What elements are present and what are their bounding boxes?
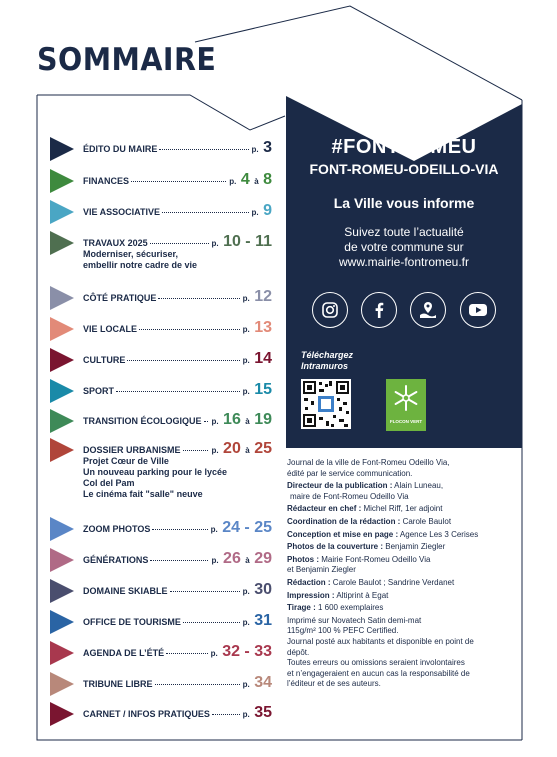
toc-item[interactable] xyxy=(50,231,272,270)
triangle-bullet-icon xyxy=(50,672,74,696)
dot-leader xyxy=(183,450,209,451)
triangle-bullet-icon xyxy=(50,641,74,665)
dot-leader xyxy=(127,360,239,361)
toc-subitem: Moderniser, sécuriser, xyxy=(83,249,179,259)
toc-item[interactable] xyxy=(50,517,272,541)
intramuros-icon[interactable] xyxy=(410,292,446,328)
toc-subitem: Un nouveau parking pour le lycée xyxy=(83,467,228,477)
toc-label: AGENDA DE L’ÉTÉ xyxy=(83,648,165,658)
dot-leader xyxy=(116,391,240,392)
toc-item[interactable] xyxy=(50,137,272,161)
toc-item[interactable] xyxy=(50,641,272,665)
triangle-bullet-icon xyxy=(50,409,74,433)
toc-label: DOSSIER URBANISME xyxy=(83,445,181,455)
toc-page: p. 16 à 19 xyxy=(211,411,272,428)
toc-label: ÉDITO DU MAIRE xyxy=(83,144,158,154)
toc-item[interactable] xyxy=(50,379,272,403)
facebook-icon[interactable] xyxy=(361,292,397,328)
toc-item[interactable] xyxy=(50,348,272,372)
toc-label: CARNET / INFOS PRATIQUES xyxy=(83,709,210,719)
toc-subitem: embellir notre cadre de vie xyxy=(83,260,198,270)
dot-leader xyxy=(139,329,240,330)
triangle-bullet-icon xyxy=(50,610,74,634)
toc-label: TRAVAUX 2025 xyxy=(83,238,148,248)
toc-item[interactable] xyxy=(50,200,272,224)
toc-label: OFFICE DE TOURISME xyxy=(83,617,181,627)
dot-leader xyxy=(204,421,209,422)
qr-code[interactable] xyxy=(301,379,351,429)
toc-label: GÉNÉRATIONS xyxy=(83,555,149,565)
toc-label: VIE LOCALE xyxy=(83,324,138,334)
toc-item[interactable] xyxy=(50,286,272,310)
toc-page: p. 10 - 11 xyxy=(211,233,272,250)
dot-leader xyxy=(158,298,239,299)
triangle-bullet-icon xyxy=(50,517,74,541)
panel-text xyxy=(286,130,522,270)
triangle-bullet-icon xyxy=(50,702,74,726)
toc-item[interactable] xyxy=(50,548,272,572)
toc-item[interactable] xyxy=(50,409,272,433)
toc-item[interactable] xyxy=(50,672,272,696)
triangle-bullet-icon xyxy=(50,348,74,372)
toc-label: VIE ASSOCIATIVE xyxy=(83,207,161,217)
toc-page: p. 3 xyxy=(251,139,272,156)
toc-label: CÔTÉ PRATIQUE xyxy=(83,293,157,303)
triangle-bullet-icon xyxy=(50,317,74,341)
toc-item[interactable] xyxy=(50,702,272,726)
slogan: La Ville vous informe xyxy=(333,195,475,211)
toc-item[interactable] xyxy=(50,579,272,603)
toc-label: CULTURE xyxy=(83,355,126,365)
dot-leader xyxy=(150,243,209,244)
toc-item[interactable] xyxy=(50,610,272,634)
triangle-bullet-icon xyxy=(50,169,74,193)
toc-page: p. 30 xyxy=(242,581,272,598)
website-link[interactable]: www.mairie-fontromeu.fr xyxy=(338,255,470,269)
toc-page: p. 4 à 8 xyxy=(229,171,272,188)
toc-item[interactable] xyxy=(50,317,272,341)
toc-page: p. 35 xyxy=(242,704,272,721)
triangle-bullet-icon xyxy=(50,438,74,462)
youtube-icon[interactable] xyxy=(460,292,496,328)
toc-subitem: Col del Pam xyxy=(83,478,135,488)
toc-label: FINANCES xyxy=(83,176,130,186)
hashtag: #FONTROMEU xyxy=(331,136,477,158)
toc-page: p. 24 - 25 xyxy=(210,519,272,536)
follow-text: Suivez toute l’actualité de votre commune sur www.mairie-fontromeu.fr xyxy=(286,225,522,270)
instagram-icon[interactable] xyxy=(312,292,348,328)
toc-label: ZOOM PHOTOS xyxy=(83,524,151,534)
toc-item[interactable] xyxy=(50,169,272,193)
toc-page: p. 20 à 25 xyxy=(211,440,272,457)
toc-page: p. 26 à 29 xyxy=(211,550,272,567)
download-label: Téléchargez Intramuros xyxy=(301,350,354,371)
triangle-bullet-icon xyxy=(50,548,74,572)
toc-page: p. 13 xyxy=(242,319,272,336)
triangle-bullet-icon xyxy=(50,579,74,603)
toc-label: TRIBUNE LIBRE xyxy=(83,679,153,689)
toc-page: p. 32 - 33 xyxy=(210,643,272,660)
dot-leader xyxy=(183,622,240,623)
toc-page: p. 12 xyxy=(242,288,272,305)
triangle-bullet-icon xyxy=(50,231,74,255)
triangle-bullet-icon xyxy=(50,137,74,161)
toc-page: p. 14 xyxy=(242,350,272,367)
toc-label: TRANSITION ÉCOLOGIQUE xyxy=(83,416,202,426)
toc-page: p. 31 xyxy=(242,612,272,629)
toc-subitem: Projet Cœur de Ville xyxy=(83,456,169,466)
page-title: SOMMAIRE xyxy=(37,42,217,78)
toc-label: SPORT xyxy=(83,386,115,396)
credits: Journal de la ville de Font-Romeu Odeillo Via, édité par le service communication. Directeur de la publication : Alain Luneau, maire de Font-Romeu Odeillo Via Rédacteur en chef : Michel Riff, 1er adjoint Coordination de la rédaction : Carole Baulot Conception et mise en page : Agence Les 3 Cerises Photos de la couverture : Benjamin Ziegler Photos : Mairie Font-Romeu Odeillo Via et Benjamin Ziegler Rédaction : Carole Baulot ; Sandrine Verdanet Impression : Altiprint à Egat Tirage : 1 600 exemplaires Imprimé sur Novatech Satin demi-mat 115g/m² 100 % PEFC Certified. Journal posté aux habitants et disponible en point de dépôt. Toutes erreurs ou omissions seraient involontaires et n’engageraient en aucun cas la responsabilité de l’éditeur et de ses auteurs. xyxy=(287,458,479,689)
toc-item[interactable] xyxy=(50,438,272,499)
dot-leader xyxy=(155,684,240,685)
triangle-bullet-icon xyxy=(50,200,74,224)
toc-page: p. 9 xyxy=(251,202,272,219)
dot-leader xyxy=(162,212,249,213)
triangle-bullet-icon xyxy=(50,379,74,403)
dot-leader xyxy=(152,529,207,530)
toc-page: p. 34 xyxy=(242,674,272,691)
dot-leader xyxy=(212,714,240,715)
dot-leader xyxy=(159,149,248,150)
dot-leader xyxy=(150,560,208,561)
triangle-bullet-icon xyxy=(50,286,74,310)
toc-page: p. 15 xyxy=(242,381,272,398)
dot-leader xyxy=(166,653,207,654)
town-name: FONT-ROMEU-ODEILLO-VIA xyxy=(309,161,499,177)
dot-leader xyxy=(170,591,240,592)
flocon-label: FLOCON VERT xyxy=(389,419,423,424)
toc-subitem: Le cinéma fait "salle" neuve xyxy=(83,489,203,499)
toc-label: DOMAINE SKIABLE xyxy=(83,586,168,596)
dot-leader xyxy=(131,181,226,182)
